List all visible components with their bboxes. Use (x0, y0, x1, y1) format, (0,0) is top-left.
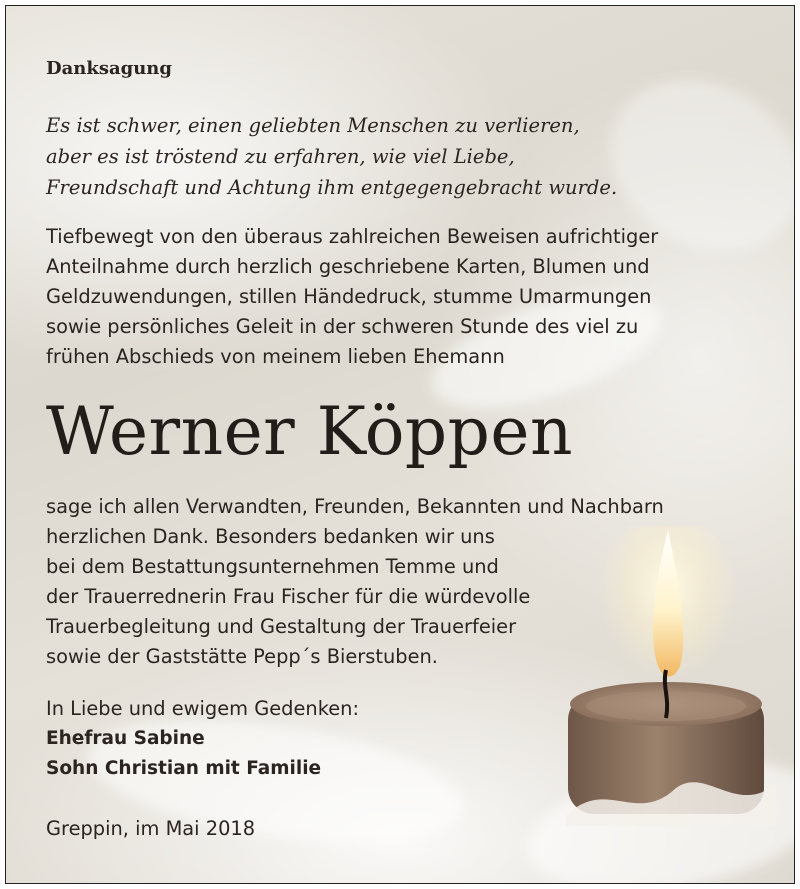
intro-line: Geldzuwendungen, stillen Händedruck, stumme Umarmungen (46, 285, 652, 308)
thanks-line: sage ich allen Verwandten, Freunden, Bekannten und Nachbarn (46, 495, 664, 518)
intro-line: Anteilnahme durch herzlich geschriebene Karten, Blumen und (46, 255, 650, 278)
intro-line: Tiefbewegt von den überaus zahlreichen Beweisen aufrichtiger (46, 225, 659, 248)
quote-line: Freundschaft und Achtung ihm entgegengebracht wurde. (46, 176, 618, 199)
intro-text (46, 222, 658, 372)
closing-block (46, 694, 359, 784)
thanks-line: Trauerbegleitung und Gestaltung der Trauerfeier (46, 615, 517, 638)
quote (46, 110, 617, 203)
intro-line: frühen Abschieds von meinem lieben Ehemann (46, 345, 505, 368)
heading: Danksagung (46, 58, 172, 79)
candle-icon (566, 526, 776, 826)
quote-line: aber es ist tröstend zu erfahren, wie viel Liebe, (46, 145, 515, 168)
thanks-line: bei dem Bestattungsunternehmen Temme und (46, 555, 499, 578)
signer: Ehefrau Sabine (46, 728, 205, 749)
deceased-name: Werner Köppen (46, 393, 573, 470)
thanks-line: sowie der Gaststätte Pepp´s Bierstuben. (46, 645, 438, 668)
obituary-card (5, 5, 795, 884)
signer: Sohn Christian mit Familie (46, 758, 322, 779)
quote-line: Es ist schwer, einen geliebten Menschen zu verlieren, (46, 114, 580, 137)
intro-line: sowie persönliches Geleit in der schweren Stunde des viel zu (46, 315, 639, 338)
place-date: Greppin, im Mai 2018 (46, 817, 256, 840)
closing-text: In Liebe und ewigem Gedenken: (46, 697, 359, 720)
thanks-line: der Trauerrednerin Frau Fischer für die würdevolle (46, 585, 531, 608)
thanks-line: herzlichen Dank. Besonders bedanken wir uns (46, 525, 495, 548)
